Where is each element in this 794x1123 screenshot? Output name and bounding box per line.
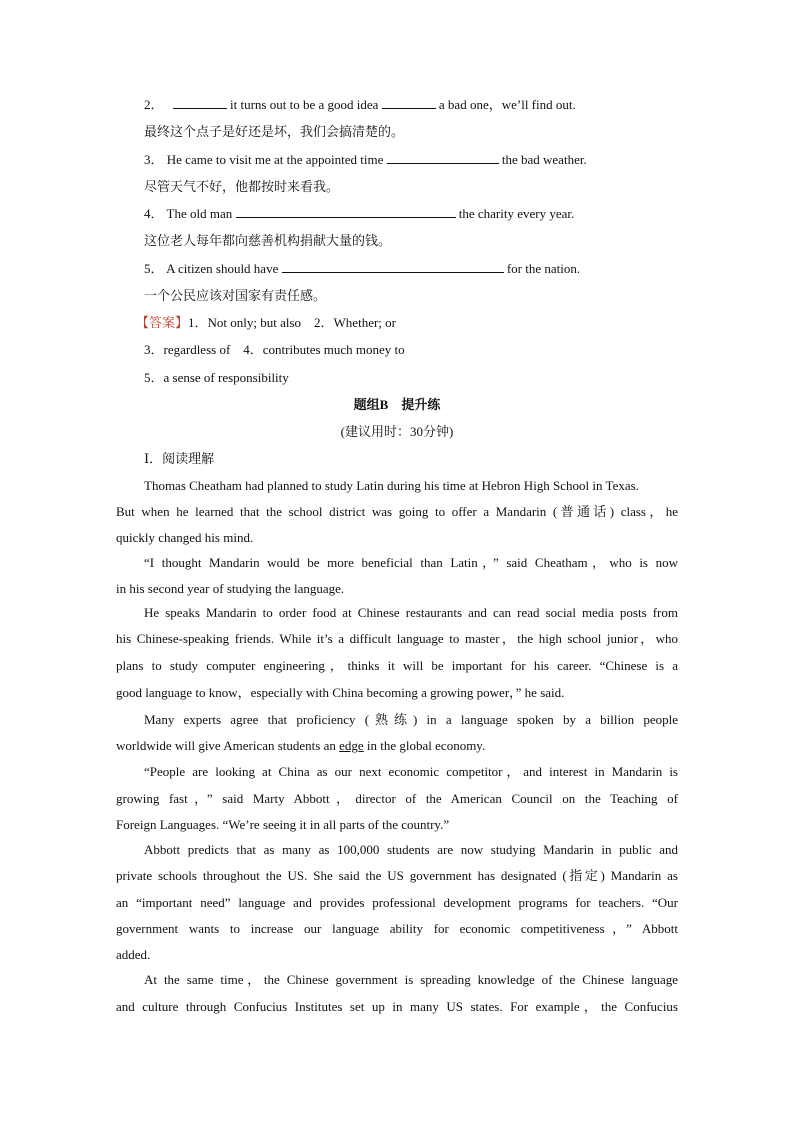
passage-line: Thomas Cheatham had planned to study Latin during his time at Hebron High School in Texas.: [144, 478, 639, 493]
sentence-text: the charity every year.: [458, 206, 575, 221]
passage-line: quickly changed his mind.: [116, 530, 254, 545]
suggested-time: (建议用时：30分钟): [340, 424, 454, 439]
passage-line: an “important need” language and provides professional development programs for teachers. “Our: [116, 895, 678, 910]
sentence-text: a bad one，we’ll find out.: [438, 97, 576, 112]
exercise-2-translation: 最终这个点子是好还是坏，我们会搞清楚的。: [144, 124, 405, 139]
passage-line: Foreign Languages. “We’re seeing it in all parts of the country.”: [116, 817, 450, 832]
exercise-3-translation: 尽管天气不好，他都按时来看我。: [144, 179, 340, 194]
passage-text: worldwide will give American students an: [116, 738, 340, 753]
sentence-text: it turns out to be a good idea: [230, 97, 379, 112]
passage-line: [116, 737, 485, 755]
passage-line: At the same time，the Chinese government is spreading knowledge of the Chinese language: [144, 972, 678, 987]
passage-line: But when he learned that the school district was going to offer a Mandarin (普通话) class，he: [116, 504, 678, 519]
sentence-text: He came to visit me at the appointed time: [166, 152, 384, 167]
passage-line: government wants to increase our language ability for economic competitiveness，” Abbott: [116, 921, 678, 936]
exercise-3: [144, 151, 587, 169]
sentence-text: the bad weather.: [501, 152, 587, 167]
answer-line-3: 5．a sense of responsibility: [144, 370, 289, 385]
item-number: 2．: [144, 97, 164, 112]
passage-line: Many experts agree that proficiency (熟练) in a language spoken by a billion people: [144, 712, 678, 727]
answer-blank: [173, 96, 227, 109]
underlined-word: edge: [339, 738, 364, 753]
sentence-text: for the nation.: [506, 261, 581, 276]
passage-line: growing fast，” said Marty Abbott，director of the American Council on the Teaching of: [116, 791, 678, 806]
sentence-text: A citizen should have: [166, 261, 279, 276]
item-number: 4．: [144, 206, 164, 221]
answer-line-2: 3．regardless of 4．contributes much money to: [144, 342, 405, 357]
item-number: 5．: [144, 261, 164, 276]
passage-line: “I thought Mandarin would be more beneficial than Latin，” said Cheatham，who is now: [144, 555, 678, 570]
passage-line: and culture through Confucius Institutes set up in many US states. For example，the Confucius: [116, 999, 678, 1014]
sentence-text: The old man: [166, 206, 233, 221]
answer-text: 1．Not only; but also 2．Whether; or: [188, 315, 396, 330]
passage-line: good language to know，especially with China becoming a growing power，” he said.: [116, 685, 565, 700]
answer-blank: [236, 205, 456, 218]
answer-line-1: [136, 314, 396, 332]
exercise-4: [144, 205, 574, 223]
exercise-5: [144, 260, 580, 278]
answer-label: 【答案】: [136, 315, 189, 330]
part-heading: Ⅰ．阅读理解: [144, 451, 215, 466]
passage-line: his Chinese-speaking friends. While it’s a difficult language to master，the high school junior，who: [116, 631, 678, 646]
item-number: 3．: [144, 152, 164, 167]
passage-line: in his second year of studying the language.: [116, 581, 345, 596]
answer-blank: [387, 151, 499, 164]
answer-blank: [382, 96, 436, 109]
exercise-5-translation: 一个公民应该对国家有责任感。: [144, 288, 327, 303]
passage-line: plans to study computer engineering，thinks it will be important for his career. “Chinese is a: [116, 658, 678, 673]
passage-text: in the global economy.: [363, 738, 486, 753]
passage-line: Abbott predicts that as many as 100,000 students are now studying Mandarin in public and: [144, 842, 678, 857]
exercise-2: [144, 96, 576, 114]
section-title: 题组B 提升练: [353, 397, 441, 412]
answer-blank: [282, 260, 504, 273]
passage-line: “People are looking at China as our next economic competitor，and interest in Mandarin is: [144, 764, 678, 779]
passage-line: private schools throughout the US. She said the US government has designated (指定) Mandarin as: [116, 868, 678, 883]
exercise-4-translation: 这位老人每年都向慈善机构捐献大量的钱。: [144, 233, 392, 248]
passage-line: He speaks Mandarin to order food at Chinese restaurants and can read social media posts from: [144, 605, 678, 620]
passage-line: added.: [116, 947, 151, 962]
